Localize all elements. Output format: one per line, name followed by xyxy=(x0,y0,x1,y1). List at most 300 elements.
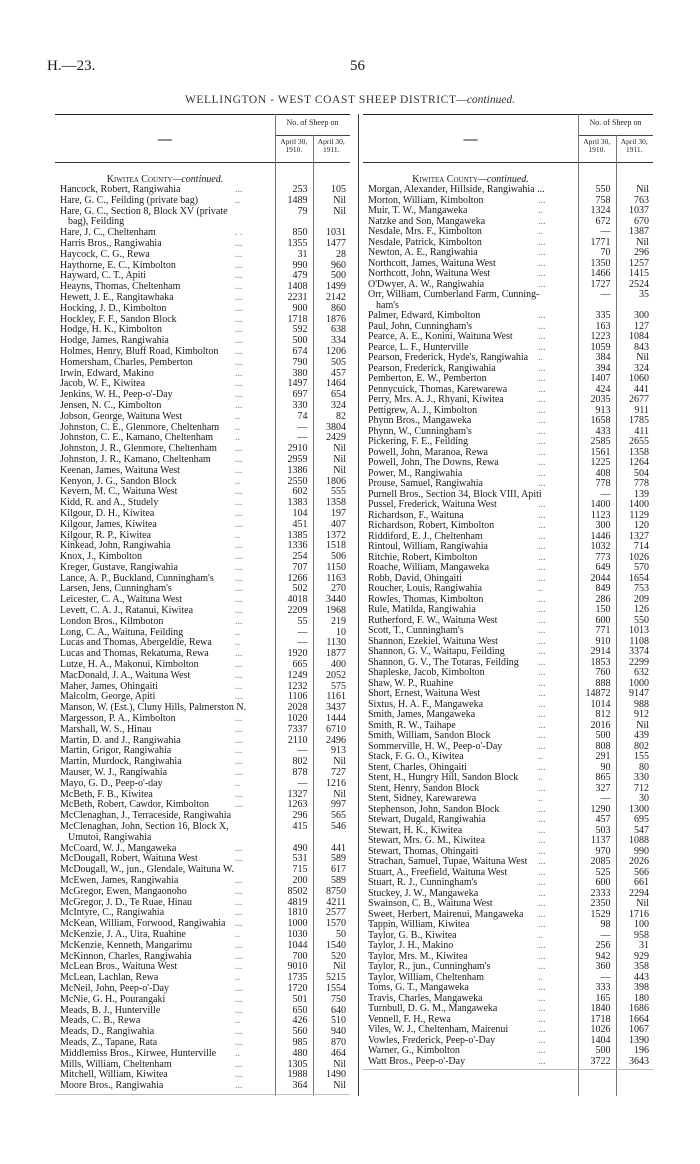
leader-dots: ... xyxy=(538,593,546,605)
owner-name: McBeth, Robert, Cawdor, Kimbolton xyxy=(60,799,210,811)
sheep-1910: 970 xyxy=(595,845,611,857)
leader-dots: ... xyxy=(538,604,546,615)
leader-dots: ... xyxy=(538,845,546,857)
sheep-1910: 253 xyxy=(292,184,308,195)
table-row xyxy=(55,810,350,821)
sheep-1910: 665 xyxy=(292,659,308,671)
sheep-1910: 1658 xyxy=(590,415,611,426)
leader-dots: ... xyxy=(235,540,243,552)
sheep-1910: 2028 xyxy=(287,702,308,714)
owner-name: Sommerville, H. W., Peep-o'-Day xyxy=(368,740,503,752)
title-suffix: —continued. xyxy=(456,94,516,106)
sheep-1911: Nil xyxy=(333,205,346,217)
sheep-1911: 127 xyxy=(634,320,649,332)
sheep-1910: 1123 xyxy=(590,509,611,521)
sheep-1910: 1266 xyxy=(287,572,308,584)
table-row xyxy=(363,247,653,258)
leader-dots: ... xyxy=(538,887,546,899)
leader-dots: ... xyxy=(538,236,546,248)
table-row xyxy=(363,688,653,699)
table-row xyxy=(363,720,653,731)
owner-name: Jacob, W. F., Kiwitea xyxy=(60,378,146,390)
sheep-1910: 773 xyxy=(595,551,611,563)
table-row xyxy=(55,994,350,1005)
owner-name: Stewart, Dugald, Rangiwahia xyxy=(368,814,486,825)
sheep-1911: 2294 xyxy=(629,887,649,899)
leader-dots: .. xyxy=(538,793,543,804)
table-row xyxy=(363,615,653,626)
sheep-1910: 90 xyxy=(600,761,611,773)
table-row xyxy=(55,389,350,400)
owner-name: Mayo, G. D., Peep-o'-day xyxy=(60,777,163,789)
sheep-1911: 2577 xyxy=(326,907,346,919)
sheep-1911: 913 xyxy=(331,745,346,757)
table-row xyxy=(55,778,350,789)
sheep-1910: 672 xyxy=(595,215,611,227)
sheep-1911: 617 xyxy=(331,864,346,876)
sheep-1911: Nil xyxy=(333,443,346,455)
table-row xyxy=(363,331,653,342)
sheep-1910: 900 xyxy=(292,302,308,314)
leader-dots: ... xyxy=(538,467,546,479)
leader-dots: ... xyxy=(538,278,546,290)
sheep-1911: 566 xyxy=(634,866,649,878)
leader-dots: ... xyxy=(538,320,546,332)
leader-dots: ... xyxy=(538,814,546,825)
table-row xyxy=(363,436,653,447)
owner-name: Prouse, Samuel, Rangiwahia xyxy=(368,478,483,489)
sheep-1911: 1037 xyxy=(629,205,649,216)
table-row xyxy=(363,489,653,500)
table-row xyxy=(55,249,350,260)
owner-name: Taylor, William, Cheltenham xyxy=(368,971,485,983)
owner-name: Heayns, Thomas, Cheltenham xyxy=(60,281,181,293)
table-row xyxy=(55,324,350,335)
table-top-rule xyxy=(55,114,350,115)
sheep-1910: 2209 xyxy=(287,605,308,617)
owner-name: McCoard, W. J., Mangaweka xyxy=(60,842,177,854)
table-row xyxy=(55,422,350,433)
owner-name: Pearson, Frederick, Rangiwahia xyxy=(368,362,496,374)
sheep-1911: 1163 xyxy=(326,572,346,584)
sheep-1911: 661 xyxy=(634,877,649,888)
sheep-1910: 7337 xyxy=(287,723,308,735)
sheep-1910: 888 xyxy=(595,677,611,689)
owner-name: Lucas and Thomas, Rekatuma, Rewa xyxy=(60,648,209,660)
sheep-1911: 1716 xyxy=(629,908,649,920)
leader-dots: ... xyxy=(538,1003,546,1014)
sheep-1910: 697 xyxy=(292,389,308,401)
table-row xyxy=(363,195,653,206)
table-header-rule xyxy=(363,162,653,163)
leader-dots: ... xyxy=(235,518,243,530)
owner-name: Marshall, W. S., Hinau xyxy=(60,723,152,735)
owner-name: Manson, W. (Est.), Cluny Hills, Palmerston N. xyxy=(60,702,247,714)
table-row xyxy=(55,227,350,238)
sheep-1910: 1529 xyxy=(590,908,611,920)
owner-name: McKean, William, Forwood, Rangiwahia xyxy=(60,918,226,930)
leader-dots: .. xyxy=(538,929,543,941)
sheep-1911: 2677 xyxy=(629,394,649,405)
table-row xyxy=(363,499,653,510)
leader-dots: ... xyxy=(235,1036,243,1048)
sheep-1911: 763 xyxy=(634,194,649,206)
sheep-1910: 1404 xyxy=(590,1034,611,1046)
sheep-1911: 960 xyxy=(331,259,346,271)
leader-dots: ... xyxy=(235,270,243,282)
owner-name: Meads, C. B., Rewa xyxy=(60,1015,141,1027)
leader-dots: ... xyxy=(235,486,243,498)
sheep-1911: 1499 xyxy=(326,281,346,293)
table-row xyxy=(55,195,350,206)
table-row xyxy=(363,531,653,542)
sheep-1911: 997 xyxy=(331,799,346,811)
owner-name: Robb, David, Ohingaiti xyxy=(368,572,462,584)
owner-name: Pettigrew, A. J., Kimbolton xyxy=(368,404,478,416)
leader-dots: ... xyxy=(538,551,546,563)
leader-dots: ... xyxy=(538,992,546,1004)
table-row xyxy=(55,530,350,541)
county-name: Kiwitea County xyxy=(106,174,173,185)
sheep-1910: — xyxy=(600,226,611,237)
sheep-1911: 1108 xyxy=(629,635,649,647)
sheep-1910: 360 xyxy=(595,961,611,972)
table-row xyxy=(55,918,350,929)
leader-dots: ... xyxy=(235,605,243,617)
column-divider xyxy=(358,114,359,1096)
sheep-1911: 1387 xyxy=(629,226,649,237)
table-row xyxy=(363,1045,653,1056)
leader-dots: ... xyxy=(538,394,546,405)
leader-dots: ... xyxy=(235,875,243,886)
table-row xyxy=(55,1059,350,1070)
leader-dots: .. xyxy=(538,226,543,237)
sheep-1910: 1350 xyxy=(590,257,611,269)
sheep-1910: 1988 xyxy=(287,1069,308,1081)
owner-name: Pearce, L. F., Hunterville xyxy=(368,341,469,353)
sheep-1911: 670 xyxy=(634,215,649,227)
sheep-1910: 707 xyxy=(292,561,308,573)
sheep-1910: 649 xyxy=(595,562,611,573)
leader-dots: ... xyxy=(538,908,546,920)
owner-name: Stuart, A., Freefield, Waituna West xyxy=(368,866,508,878)
sheep-1910: 14872 xyxy=(585,688,611,699)
leader-dots: ... xyxy=(538,446,546,458)
sheep-1910: 560 xyxy=(292,1026,308,1038)
sheep-1911: 28 xyxy=(336,248,346,260)
leader-dots: ... xyxy=(538,856,546,867)
owner-name: Kilgour, D. H., Kiwitea xyxy=(60,507,155,519)
table-row xyxy=(363,636,653,647)
sheep-1910: 1446 xyxy=(590,530,611,542)
owner-name: McKinnon, Charles, Rangiwahia xyxy=(60,950,192,962)
leader-dots: ... xyxy=(538,541,546,552)
sheep-1910: 808 xyxy=(595,740,611,752)
leader-dots: ... xyxy=(235,367,243,379)
sheep-1911: 35 xyxy=(639,289,649,300)
owner-name-continued: ham's xyxy=(376,299,399,311)
sheep-1911: 411 xyxy=(634,425,649,437)
table-row xyxy=(363,751,653,762)
owner-name: Rutherford, F. W., Waituna West xyxy=(368,614,498,626)
table-row xyxy=(363,951,653,962)
table-row xyxy=(363,310,653,321)
owner-name: Viles, W. J., Cheltenham, Mairenui xyxy=(368,1024,509,1035)
leader-dots: ... xyxy=(538,247,546,258)
owner-name: Hodge, James, Rangiwahia xyxy=(60,335,169,347)
table-row xyxy=(363,520,653,531)
county-suffix: —continued. xyxy=(477,174,529,185)
sheep-1911: 1877 xyxy=(326,648,346,660)
sheep-1911: 441 xyxy=(634,383,649,395)
owner-name: Stack, F. G. O., Kiwitea xyxy=(368,751,464,762)
table-row xyxy=(55,368,350,379)
table-row xyxy=(55,724,350,735)
sheep-1911: Nil xyxy=(333,1080,346,1092)
table-row xyxy=(363,405,653,416)
table-row xyxy=(55,983,350,994)
sheep-1910: 1386 xyxy=(287,464,308,476)
table-row xyxy=(55,799,350,810)
owner-name: Johnston, J. R., Kamano, Cheltenham xyxy=(60,453,211,465)
owner-name: Stewart, H. K., Kiwitea xyxy=(368,824,463,836)
leader-dots: ... xyxy=(235,443,243,455)
owner-name: Vowles, Frederick, Peep-o'-Day xyxy=(368,1034,496,1046)
sheep-1910: 79 xyxy=(297,205,308,217)
sheep-1910: 291 xyxy=(595,751,611,762)
table-row xyxy=(55,897,350,908)
sheep-1910: 2016 xyxy=(590,719,611,731)
leader-dots: ... xyxy=(538,1045,546,1056)
sheep-1911: 505 xyxy=(331,356,346,368)
owner-name: Hare, G. C., Feilding (private bag) xyxy=(60,194,199,206)
sheep-1910: 1383 xyxy=(287,497,308,509)
owner-name: Turnbull, D. G. M., Mangaweka xyxy=(368,1003,498,1014)
leader-dots: ... xyxy=(235,691,243,703)
leader-dots: ... xyxy=(538,824,546,836)
owner-name: London Bros., Kilmboton xyxy=(60,615,164,627)
owner-name: Richardson, F., Waituna xyxy=(368,509,464,521)
leader-dots: .. xyxy=(235,410,240,422)
owner-name: Powell, John, The Downs, Rewa xyxy=(368,457,499,468)
table-bottom-rule xyxy=(363,1069,653,1070)
leader-dots: ... xyxy=(235,918,243,930)
table-row xyxy=(363,478,653,489)
sheep-1911: Nil xyxy=(333,788,346,800)
table-row xyxy=(363,898,653,909)
sheep-1911: Nil xyxy=(636,719,649,731)
leader-dots: ... xyxy=(235,464,243,476)
leader-dots: ... xyxy=(235,302,243,314)
table-row xyxy=(55,378,350,389)
table-row xyxy=(55,573,350,584)
sheep-1910: 163 xyxy=(595,320,611,332)
sheep-1910: 849 xyxy=(595,583,611,594)
owner-name: Watt Bros., Peep-o'-Day xyxy=(368,1055,466,1067)
sheep-1910: 1407 xyxy=(590,373,611,384)
table-row xyxy=(55,940,350,951)
table-row xyxy=(55,1037,350,1048)
table-bottom-rule xyxy=(55,1094,350,1095)
sheep-1910: 2231 xyxy=(287,291,308,303)
leader-dots: ... xyxy=(235,961,243,973)
owner-name: MacDonald, J. A., Waituna West xyxy=(60,669,191,681)
sheep-1910: 1489 xyxy=(287,194,308,206)
sheep-1910: 1466 xyxy=(590,268,611,279)
table-row xyxy=(55,756,350,767)
owner-name: Keenan, James, Waituna West xyxy=(60,464,180,476)
table-row xyxy=(55,1080,350,1091)
table-row xyxy=(363,657,653,668)
owner-name-continued: bag), Feilding xyxy=(68,216,125,228)
leader-dots: ... xyxy=(235,378,243,390)
owner-name: Muir, T. W., Mangaweka xyxy=(368,205,468,216)
sheep-1910: 1327 xyxy=(287,788,308,800)
leader-dots: ... xyxy=(538,310,546,321)
sheep-1910: 256 xyxy=(595,940,611,951)
leader-dots: ... xyxy=(538,478,546,489)
sheep-1910: 327 xyxy=(595,782,611,794)
sheep-1910: 74 xyxy=(297,410,308,422)
sheep-1911: 714 xyxy=(634,541,649,552)
sheep-1911: 1477 xyxy=(326,237,346,249)
owner-name: Smith, James, Mangaweka xyxy=(368,709,476,720)
table-row xyxy=(363,268,653,279)
leader-dots: .. xyxy=(538,772,543,783)
sheep-1910: 500 xyxy=(595,730,611,741)
sheep-1910: 1920 xyxy=(287,648,308,660)
table-row xyxy=(363,783,653,794)
sheep-1910: 479 xyxy=(292,270,308,282)
table-row xyxy=(55,735,350,746)
sheep-1910: 500 xyxy=(292,335,308,347)
leader-dots: ... xyxy=(235,313,243,325)
owner-name-continued: Umutoi, Rangiwahia xyxy=(68,831,152,843)
sheep-1911: 457 xyxy=(331,367,346,379)
sheep-1911: Nil xyxy=(636,184,649,195)
owner-name: Shapleske, Jacob, Kimbolton xyxy=(368,667,485,678)
owner-name: Jenkins, W. H., Peep-o'-Day xyxy=(60,389,173,401)
leader-dots: .. xyxy=(538,205,543,216)
owner-name: McDougall, Robert, Waituna West xyxy=(60,853,198,865)
owner-name: Kenyon, J. G., Sandon Block xyxy=(60,475,177,487)
table-row xyxy=(363,699,653,710)
owner-name: Stewart, Mrs. G. M., Kiwitea xyxy=(368,835,485,846)
table-row xyxy=(55,411,350,422)
leader-dots: ... xyxy=(538,215,546,227)
sheep-1910: 1263 xyxy=(287,799,308,811)
sheep-1911: 439 xyxy=(634,730,649,741)
owner-name: Hockley, F. F., Sandon Block xyxy=(60,313,177,325)
table-row xyxy=(55,637,350,648)
sheep-1911: Nil xyxy=(636,898,649,909)
sheep-1910: 4819 xyxy=(287,896,308,908)
table-row xyxy=(363,625,653,636)
owner-name: Leicester, C. A., Waituna West xyxy=(60,594,183,606)
sheep-1911: 632 xyxy=(634,667,649,678)
sheep-1910: 394 xyxy=(595,362,611,374)
owner-name: Levett, C. A. J., Ratanui, Kiwitea xyxy=(60,605,194,617)
table-row xyxy=(363,594,653,605)
owner-name: Maher, James, Ohingaiti xyxy=(60,680,158,692)
owner-name: Jensen, N. C., Kimbolton xyxy=(60,399,162,411)
sheep-1911: 640 xyxy=(331,1004,346,1016)
leader-dots: ... xyxy=(538,730,546,741)
sheep-1911: 958 xyxy=(634,929,649,941)
leader-dots: .. xyxy=(538,751,543,762)
sheep-1911: Nil xyxy=(636,236,649,248)
row-list xyxy=(363,184,653,1066)
owner-name: Stent, Charles, Ohingaiti xyxy=(368,761,467,773)
leader-dots: ... xyxy=(538,677,546,689)
owner-name: Palmer, Edward, Kimbolton xyxy=(368,310,481,321)
sheep-1911: 778 xyxy=(634,478,649,489)
owner-name: Stephenson, John, Sandon Block xyxy=(368,803,500,815)
leader-dots: ... xyxy=(235,399,243,411)
page-number: 56 xyxy=(350,58,365,74)
table-row xyxy=(363,373,653,384)
table-row xyxy=(363,646,653,657)
sheep-1911: 324 xyxy=(634,362,649,374)
owner-name: Lucas and Thomas, Abergeldie, Rewa xyxy=(60,637,212,649)
table-row xyxy=(55,432,350,443)
owner-name: Meads, D., Rangiwahia xyxy=(60,1026,155,1038)
table-row xyxy=(363,741,653,752)
leader-dots: ... xyxy=(538,257,546,269)
sheep-1911: 2655 xyxy=(629,436,649,447)
sheep-1911: 940 xyxy=(331,1026,346,1038)
leader-dots: ... xyxy=(538,940,546,951)
table-row xyxy=(363,604,653,615)
sheep-1910: 384 xyxy=(595,352,611,363)
owner-name: Strachan, Samuel, Tupae, Waituna West xyxy=(368,856,528,867)
owner-name: Roucher, Louis, Rangiwahia xyxy=(368,583,483,594)
table-row xyxy=(363,1035,653,1046)
table-row xyxy=(55,616,350,627)
sheep-1910: 760 xyxy=(595,667,611,678)
table-row xyxy=(363,762,653,773)
owner-name: Shannon, Ezekiel, Waituna West xyxy=(368,635,498,647)
sheep-1911: 1130 xyxy=(326,637,346,649)
table-row xyxy=(363,363,653,374)
table-row xyxy=(363,510,653,521)
table-row xyxy=(55,443,350,454)
table-row xyxy=(55,821,350,843)
owner-name: McClenaghan, John, Section 16, Block X, xyxy=(60,821,229,833)
sheep-1910: 1720 xyxy=(287,982,308,994)
table-row xyxy=(363,993,653,1004)
owner-name: Lance, A. P., Buckland, Cunningham's xyxy=(60,572,214,584)
owner-name: Stuart, R. J., Cunningham's xyxy=(368,877,478,888)
sheep-1910: 4018 xyxy=(287,594,308,606)
owner-name: Phynn Bros., Mangaweka xyxy=(368,415,472,426)
leader-dots: ... xyxy=(538,509,546,521)
sheep-1910: 408 xyxy=(595,467,611,479)
leader-dots: .. xyxy=(235,626,240,638)
sheep-1910: 812 xyxy=(595,709,611,720)
sheep-1911: 1150 xyxy=(326,561,346,573)
sheep-1910: — xyxy=(297,745,308,757)
owner-name: Nesdale, Mrs. F., Kimbolton xyxy=(368,226,482,237)
table-row xyxy=(363,468,653,479)
sheep-1911: 330 xyxy=(634,772,649,783)
header-1911: April 30, 1911. xyxy=(317,137,345,154)
sheep-1911: 802 xyxy=(634,740,649,752)
table-row xyxy=(363,342,653,353)
table-row xyxy=(55,681,350,692)
owner-name: Knox, J., Kimbolton xyxy=(60,551,142,563)
leader-dots: ... xyxy=(538,562,546,573)
